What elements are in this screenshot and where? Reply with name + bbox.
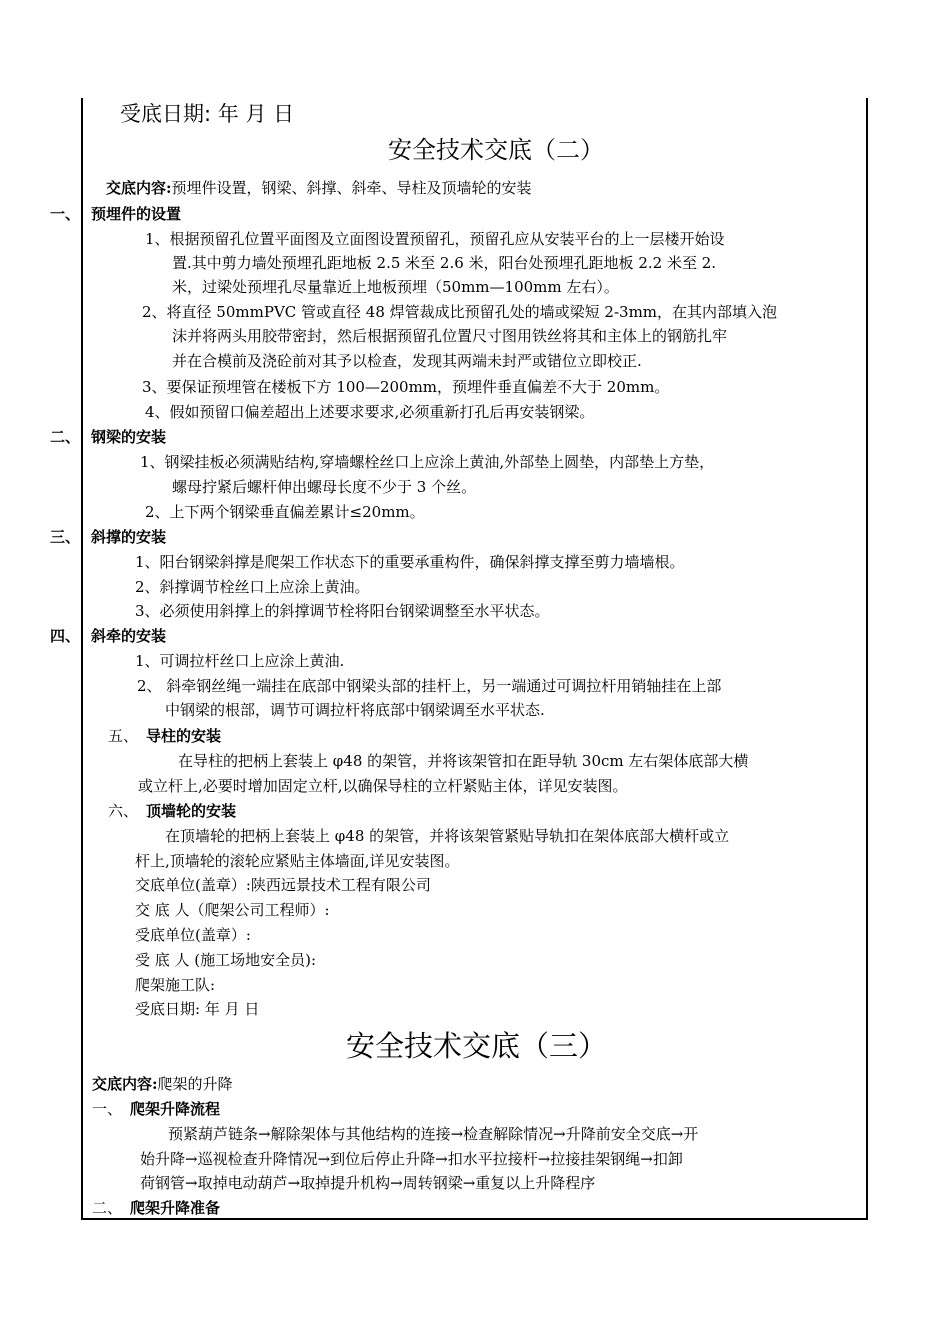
sign-line: 受底日期: 年 月 日 [135, 1000, 260, 1018]
item6-num: 六、 [108, 802, 139, 820]
header-date: 受底日期: 年 月 日 [120, 102, 295, 126]
item6-line: 杆上,顶墙轮的滚轮应紧贴主体墙面,详见安装图。 [135, 852, 460, 870]
item2-heading: 钢梁的安装 [91, 428, 167, 446]
item5-line: 在导柱的把柄上套装上 φ48 的架管，并将该架管扣在距导轨 30cm 左右架体底部大横 [178, 752, 749, 770]
item3-line: 3、必须使用斜撑上的斜撑调节栓将阳台钢梁调整至水平状态。 [135, 602, 550, 620]
item5-num: 五、 [108, 727, 139, 745]
item6-line: 在顶墙轮的把柄上套装上 φ48 的架管，并将该架管紧贴导轨扣在架体底部大横杆或立 [165, 827, 730, 845]
item4-num: 四、 [50, 627, 81, 645]
item1-line: 4、假如预留口偏差超出上述要求要求,必须重新打孔后再安装钢梁。 [145, 403, 595, 421]
sign-line: 受 底 人 (施工场地安全员): [135, 951, 317, 969]
sign-line: 爬架施工队: [135, 976, 216, 994]
s3-item1-line: 始升降→巡视检查升降情况→到位后停止升降→扣水平拉接杆→拉接挂架钢绳→扣卸 [140, 1150, 683, 1168]
item1-line: 并在合模前及浇砼前对其予以检查，发现其两端未封严或错位立即校正. [172, 352, 642, 370]
item2-line: 2、上下两个钢梁垂直偏差累计≤20mm。 [145, 503, 425, 521]
item4-line: 1、可调拉杆丝口上应涂上黄油. [135, 652, 345, 670]
item5-heading: 导柱的安装 [146, 727, 222, 745]
s3-item1-num: 一、 [92, 1100, 123, 1118]
item4-heading: 斜牵的安装 [91, 627, 167, 645]
sign-line: 交底单位(盖章）:陕西远景技术工程有限公司 [135, 876, 431, 894]
sign-line: 交 底 人（爬架公司工程师）: [135, 901, 330, 919]
content-text: 爬架的升降 [157, 1075, 233, 1093]
item3-num: 三、 [50, 528, 81, 546]
section2-title: 安全技术交底（二） [388, 136, 604, 164]
item6-heading: 顶墙轮的安装 [146, 802, 237, 820]
item1-line: 置.其中剪力墙处预埋孔距地板 2.5 米至 2.6 米，阳台处预埋孔距地板 2.2 米至 2. [172, 254, 717, 272]
item1-line: 1、根据预留孔位置平面图及立面图设置预留孔，预留孔应从安装平台的上一层楼开始设 [145, 230, 725, 248]
item4-line: 2、 斜牵钢丝绳一端挂在底部中钢梁头部的挂杆上，另一端通过可调拉杆用销轴挂在上部 [137, 677, 722, 695]
sign-line: 受底单位(盖章）: [135, 926, 251, 944]
item1-line: 米，过梁处预埋孔尽量靠近上地板预埋（50mm—100mm 左右）。 [172, 278, 619, 296]
s3-item1-heading: 爬架升降流程 [130, 1100, 221, 1118]
section2-content [106, 178, 532, 198]
item1-num: 一、 [50, 205, 81, 223]
s3-item1-line: 预紧葫芦链条→解除架体与其他结构的连接→检查解除情况→升降前安全交底→开 [168, 1125, 699, 1143]
item3-line: 1、阳台钢梁斜撑是爬架工作状态下的重要承重构件，确保斜撑支撑至剪力墙墙根。 [135, 553, 685, 571]
item1-line: 2、将直径 50mmPVC 管或直径 48 焊管裁成比预留孔处的墙或梁短 2-3mm，在其内部填入泡 [142, 303, 778, 321]
item2-line: 1、钢梁挂板必须满贴结构,穿墙螺栓丝口上应涂上黄油,外部垫上圆垫，内部垫上方垫， [140, 453, 715, 471]
content-label: 交底内容: [92, 1075, 158, 1093]
s3-item2-heading: 爬架升降准备 [130, 1199, 221, 1217]
item3-heading: 斜撑的安装 [91, 528, 167, 546]
item1-heading: 预埋件的设置 [91, 205, 182, 223]
item2-line: 螺母拧紧后螺杆伸出螺母长度不少于 3 个丝。 [172, 478, 477, 496]
item1-line: 3、要保证预埋管在楼板下方 100—200mm，预埋件垂直偏差不大于 20mm。 [142, 378, 670, 396]
item3-line: 2、斜撑调节栓丝口上应涂上黄油。 [135, 578, 370, 596]
item2-num: 二、 [50, 428, 81, 446]
item1-line: 沫并将两头用胶带密封，然后根据预留孔位置尺寸图用铁丝将其和主体上的钢筋扎牢 [172, 327, 728, 345]
content-text: 预埋件设置，钢梁、斜撑、斜牵、导柱及顶墙轮的安装 [171, 179, 532, 197]
s3-item1-line: 荷钢管→取掉电动葫芦→取掉提升机构→周转钢梁→重复以上升降程序 [140, 1174, 596, 1192]
item4-line: 中钢梁的根部，调节可调拉杆将底部中钢梁调至水平状态. [165, 701, 545, 719]
s3-item2-num: 二、 [92, 1199, 123, 1217]
section3-title: 安全技术交底（三） [346, 1029, 608, 1063]
content-label: 交底内容: [106, 179, 172, 197]
section3-content [92, 1074, 233, 1094]
item5-line: 或立杆上,必要时增加固定立杆,以确保导柱的立杆紧贴主体，详见安装图。 [138, 777, 628, 795]
